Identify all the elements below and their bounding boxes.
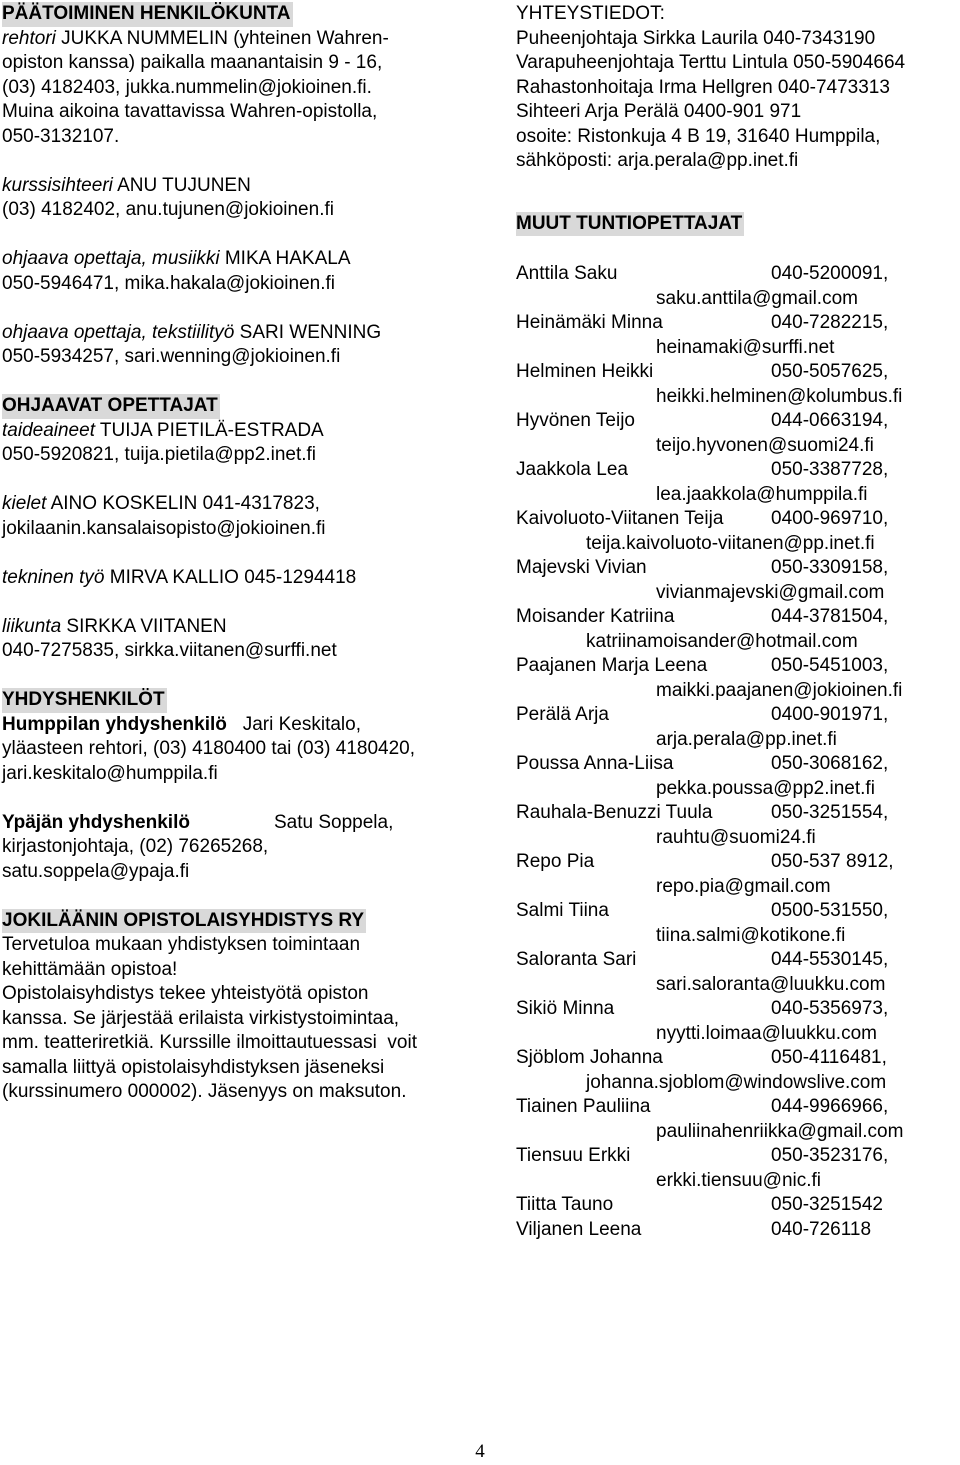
teacher-phone: 050-537 8912, bbox=[771, 851, 894, 872]
teacher-name: Poussa Anna-Liisa bbox=[516, 753, 674, 774]
teacher-name: Moisander Katriina bbox=[516, 606, 675, 627]
teacher-email: rauhtu@suomi24.fi bbox=[656, 826, 816, 848]
teacher-name: Salmi Tiina bbox=[516, 900, 609, 921]
teacher-phone: 050-3523176, bbox=[771, 1145, 889, 1166]
textile-line1: SARI WENNING bbox=[234, 321, 382, 343]
humppila-label: Humppilan yhdyshenkilö bbox=[2, 713, 227, 735]
humppila-line1: Jari Keskitalo, bbox=[226, 713, 361, 735]
rector-line1: JUKKA NUMMELIN (yhteinen Wahren- bbox=[55, 27, 389, 49]
textile-line2: 050-5934257, sari.wenning@jokioinen.fi bbox=[2, 346, 341, 367]
page-number: 4 bbox=[475, 1441, 485, 1462]
ypaja-block bbox=[2, 811, 492, 885]
teacher-entry bbox=[516, 360, 956, 409]
teacher-name: Tiainen Pauliina bbox=[516, 1096, 651, 1117]
contact-line: Puheenjohtaja Sirkka Laurila 040-7343190 bbox=[516, 27, 876, 49]
teacher-phone: 050-4116481, bbox=[771, 1047, 887, 1068]
teacher-email: sari.saloranta@luukku.com bbox=[656, 973, 886, 995]
teacher-email: heinamaki@surffi.net bbox=[656, 336, 835, 358]
teacher-name: Repo Pia bbox=[516, 851, 595, 872]
association-line: mm. teatteriretkiä. Kurssille ilmoittautuessasi voit bbox=[2, 1032, 417, 1053]
teacher-entry bbox=[516, 997, 956, 1046]
teacher-entry bbox=[516, 1218, 956, 1243]
teacher-phone: 050-5057625, bbox=[771, 361, 889, 382]
languages-block bbox=[2, 492, 492, 541]
teacher-entry bbox=[516, 1046, 956, 1095]
teacher-entry bbox=[516, 801, 956, 850]
teacher-email: teijo.hyvonen@suomi24.fi bbox=[656, 434, 874, 456]
rector-line2: opiston kanssa) paikalla maanantaisin 9 - 16, bbox=[2, 52, 383, 73]
teacher-phone: 0500-531550, bbox=[771, 900, 889, 921]
right-column bbox=[516, 2, 956, 1242]
teacher-email: nyytti.loimaa@luukku.com bbox=[656, 1022, 877, 1044]
teacher-entry bbox=[516, 1193, 956, 1218]
teacher-phone: 050-5451003, bbox=[771, 655, 889, 676]
contact-info bbox=[516, 27, 956, 174]
teacher-entry bbox=[516, 507, 956, 556]
contact-line: osoite: Ristonkuja 4 B 19, 31640 Humppila, bbox=[516, 125, 881, 147]
teacher-name: Rauhala-Benuzzi Tuula bbox=[516, 802, 713, 823]
teacher-name: Perälä Arja bbox=[516, 704, 609, 725]
secretary-block bbox=[2, 174, 492, 223]
music-role: ohjaava opettaja, musiikki bbox=[2, 248, 220, 269]
teacher-phone: 050-3309158, bbox=[771, 557, 889, 578]
rector-role: rehtori bbox=[2, 27, 56, 49]
teacher-name: Sjöblom Johanna bbox=[516, 1047, 663, 1068]
teacher-entry bbox=[516, 752, 956, 801]
teacher-entry bbox=[516, 409, 956, 458]
association-line: kehittämään opistoa! bbox=[2, 958, 178, 980]
rector-block bbox=[2, 27, 492, 150]
teacher-phone: 0400-901971, bbox=[771, 704, 889, 725]
music-block bbox=[2, 247, 492, 296]
teacher-email: repo.pia@gmail.com bbox=[656, 875, 831, 897]
rector-line4: Muina aikoina tavattavissa Wahren-opistolla, bbox=[2, 101, 378, 122]
textile-role: ohjaava opettaja, tekstiilityö bbox=[2, 321, 235, 343]
teacher-name: Majevski Vivian bbox=[516, 557, 647, 578]
ypaja-label: Ypäjän yhdyshenkilö bbox=[2, 811, 190, 833]
teacher-name: Saloranta Sari bbox=[516, 949, 637, 970]
ypaja-line3: satu.soppela@ypaja.fi bbox=[2, 860, 190, 882]
textile-block bbox=[2, 321, 492, 370]
teacher-email: erkki.tiensuu@nic.fi bbox=[656, 1169, 822, 1191]
teacher-email: saku.anttila@gmail.com bbox=[656, 287, 858, 309]
teacher-list bbox=[516, 262, 956, 1242]
teachers-heading: OHJAAVAT OPETTAJAT bbox=[2, 394, 220, 419]
contact-line: sähköposti: arja.perala@pp.inet.fi bbox=[516, 150, 799, 171]
association-line: samalla liittyä opistolaisyhdistyksen jäseneksi bbox=[2, 1056, 385, 1078]
teacher-name: Tiitta Tauno bbox=[516, 1194, 614, 1215]
teacher-name: Sikiö Minna bbox=[516, 998, 615, 1019]
teacher-entry bbox=[516, 458, 956, 507]
left-column bbox=[2, 2, 492, 1105]
contacts-heading: YHDYSHENKILÖT bbox=[2, 688, 167, 713]
teacher-name: Jaakkola Lea bbox=[516, 459, 628, 480]
teacher-email: heikki.helminen@kolumbus.fi bbox=[656, 385, 903, 407]
association-line: kanssa. Se järjestää erilaista virkistystoimintaa, bbox=[2, 1007, 400, 1029]
teacher-entry bbox=[516, 703, 956, 752]
teacher-email: katriinamoisander@hotmail.com bbox=[586, 630, 858, 652]
teacher-name: Hyvönen Teijo bbox=[516, 410, 636, 431]
teacher-email: tiina.salmi@kotikone.fi bbox=[656, 924, 846, 946]
languages-role: kielet bbox=[2, 493, 47, 514]
arts-block bbox=[2, 419, 492, 468]
teacher-phone: 040-726118 bbox=[771, 1218, 872, 1240]
teacher-entry bbox=[516, 654, 956, 703]
teacher-phone: 044-0663194, bbox=[771, 410, 889, 431]
teacher-phone: 044-3781504, bbox=[771, 606, 889, 627]
teacher-entry bbox=[516, 850, 956, 899]
technical-block bbox=[2, 566, 492, 591]
association-line: Tervetuloa mukaan yhdistyksen toimintaan bbox=[2, 934, 361, 955]
staff-heading: PÄÄTOIMINEN HENKILÖKUNTA bbox=[2, 2, 293, 27]
teacher-entry bbox=[516, 948, 956, 997]
music-line1: MIKA HAKALA bbox=[219, 248, 351, 269]
teacher-email: pekka.poussa@pp2.inet.fi bbox=[656, 777, 875, 799]
hourly-heading: MUUT TUNTIOPETTAJAT bbox=[516, 212, 744, 237]
humppila-line3: jari.keskitalo@humppila.fi bbox=[2, 762, 218, 784]
teacher-entry bbox=[516, 1144, 956, 1193]
teacher-email: maikki.paajanen@jokioinen.fi bbox=[656, 679, 903, 701]
teacher-phone: 0400-969710, bbox=[771, 508, 889, 529]
ypaja-line2: kirjastonjohtaja, (02) 76265268, bbox=[2, 836, 269, 857]
teacher-email: pauliinahenriikka@gmail.com bbox=[656, 1120, 904, 1142]
teacher-name: Paajanen Marja Leena bbox=[516, 655, 708, 676]
rector-line3: (03) 4182403, jukka.nummelin@jokioinen.fi. bbox=[2, 76, 372, 98]
secretary-line2: (03) 4182402, anu.tujunen@jokioinen.fi bbox=[2, 199, 334, 220]
technical-line1: MIRVA KALLIO 045-1294418 bbox=[104, 566, 357, 588]
teacher-name: Heinämäki Minna bbox=[516, 312, 663, 333]
sports-line2: 040-7275835, sirkka.viitanen@surffi.net bbox=[2, 640, 337, 661]
contact-line: Varapuheenjohtaja Terttu Lintula 050-5904664 bbox=[516, 52, 906, 73]
technical-role: tekninen työ bbox=[2, 566, 105, 588]
teacher-entry bbox=[516, 556, 956, 605]
humppila-block bbox=[2, 713, 492, 787]
sports-line1: SIRKKA VIITANEN bbox=[61, 615, 227, 637]
teacher-entry bbox=[516, 311, 956, 360]
teacher-email: vivianmajevski@gmail.com bbox=[656, 581, 885, 603]
teacher-phone: 050-3251542 bbox=[771, 1194, 883, 1215]
teacher-email: arja.perala@pp.inet.fi bbox=[656, 728, 837, 750]
sports-role: liikunta bbox=[2, 615, 62, 637]
teacher-phone: 040-5200091, bbox=[771, 263, 889, 284]
teacher-email: johanna.sjoblom@windowslive.com bbox=[586, 1071, 887, 1093]
languages-line2: jokilaanin.kansalaisopisto@jokioinen.fi bbox=[2, 517, 326, 539]
teacher-name: Tiensuu Erkki bbox=[516, 1145, 631, 1166]
arts-line2: 050-5920821, tuija.pietila@pp2.inet.fi bbox=[2, 444, 317, 465]
contact-heading: YHTEYSTIEDOT: bbox=[516, 3, 665, 24]
teacher-name: Helminen Heikki bbox=[516, 361, 654, 382]
teacher-phone: 050-3068162, bbox=[771, 753, 889, 774]
teacher-phone: 040-7282215, bbox=[771, 312, 889, 333]
arts-role: taideaineet bbox=[2, 419, 95, 441]
teacher-email: teija.kaivoluoto-viitanen@pp.inet.fi bbox=[586, 532, 875, 554]
rector-line5: 050-3132107. bbox=[2, 125, 120, 147]
teacher-name: Kaivoluoto-Viitanen Teija bbox=[516, 508, 724, 529]
languages-line1: AINO KOSKELIN 041-4317823, bbox=[46, 493, 320, 514]
teacher-entry bbox=[516, 1095, 956, 1144]
association-text bbox=[2, 933, 492, 1105]
sports-block bbox=[2, 615, 492, 664]
teacher-entry bbox=[516, 262, 956, 311]
humppila-line2: yläasteen rehtori, (03) 4180400 tai (03) 4180420, bbox=[2, 738, 415, 759]
secretary-role: kurssisihteeri bbox=[2, 174, 113, 196]
secretary-line1: ANU TUJUNEN bbox=[112, 174, 251, 196]
teacher-phone: 050-3387728, bbox=[771, 459, 889, 480]
contact-line: Sihteeri Arja Perälä 0400-901 971 bbox=[516, 101, 802, 122]
association-line: (kurssinumero 000002). Jäsenyys on maksuton. bbox=[2, 1081, 407, 1102]
association-line: Opistolaisyhdistys tekee yhteistyötä opiston bbox=[2, 983, 369, 1004]
teacher-phone: 044-5530145, bbox=[771, 949, 889, 970]
teacher-phone: 044-9966966, bbox=[771, 1096, 889, 1117]
teacher-email: lea.jaakkola@humppila.fi bbox=[656, 483, 868, 505]
teacher-phone: 040-5356973, bbox=[771, 998, 889, 1019]
teacher-entry bbox=[516, 605, 956, 654]
ypaja-line1: Satu Soppela, bbox=[274, 811, 394, 833]
music-line2: 050-5946471, mika.hakala@jokioinen.fi bbox=[2, 272, 336, 294]
teacher-name: Viljanen Leena bbox=[516, 1218, 642, 1240]
arts-line1: TUIJA PIETILÄ-ESTRADA bbox=[94, 419, 324, 441]
association-heading: JOKILÄÄNIN OPISTOLAISYHDISTYS RY bbox=[2, 909, 366, 934]
teacher-entry bbox=[516, 899, 956, 948]
teacher-phone: 050-3251554, bbox=[771, 802, 889, 823]
contact-line: Rahastonhoitaja Irma Hellgren 040-7473313 bbox=[516, 76, 890, 98]
teacher-name: Anttila Saku bbox=[516, 263, 618, 284]
